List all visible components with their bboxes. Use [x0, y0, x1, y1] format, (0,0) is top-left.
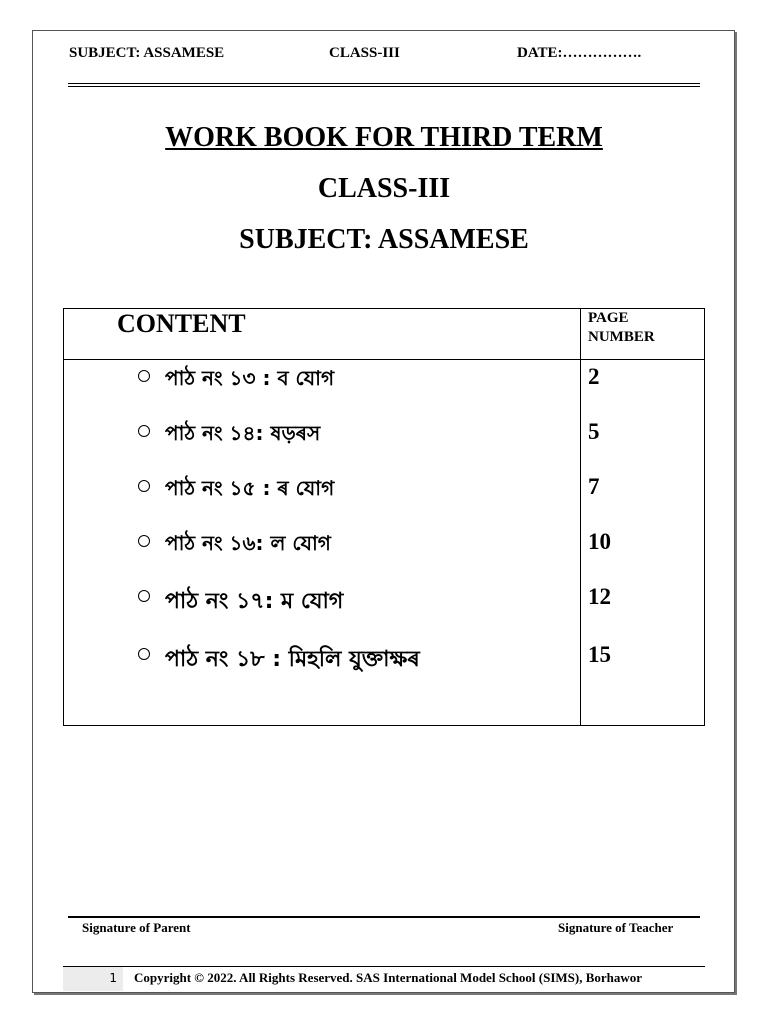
header-subject: SUBJECT: ASSAMESE: [69, 45, 225, 61]
header-date: DATE:…………….: [517, 45, 642, 61]
parent-signature-label: Signature of Parent: [82, 920, 191, 935]
title-class: CLASS-III: [317, 173, 451, 204]
circle-bullet-icon: [138, 535, 150, 547]
circle-bullet-icon: [138, 370, 150, 382]
lesson-title: পাঠ নং ১৬: ল যোগ: [165, 531, 331, 555]
signature-rule: [68, 916, 700, 918]
page-number: 10: [588, 529, 611, 554]
circle-bullet-icon: [138, 425, 150, 437]
table-row: [64, 584, 704, 618]
footer-rule: [63, 966, 705, 967]
header-class: CLASS-III: [329, 45, 400, 61]
copyright-notice: Copyright © 2022. All Rights Reserved. SAS International Model School (SIMS), Borhawor: [134, 970, 643, 985]
page-number: 2: [588, 364, 600, 389]
lesson-title: পাঠ নং ১৭: ম যোগ: [165, 589, 344, 614]
circle-bullet-icon: [138, 648, 150, 660]
page-number: 15: [588, 642, 611, 667]
table-row: [64, 642, 704, 676]
lesson-title: পাঠ নং ১৪: ষড়ৰস: [165, 421, 321, 445]
table-row: [64, 474, 704, 508]
circle-bullet-icon: [138, 590, 150, 602]
circle-bullet-icon: [138, 480, 150, 492]
content-column-header: CONTENT: [117, 309, 246, 338]
contents-table: [63, 308, 705, 726]
page-number-column-header: PAGE NUMBER: [588, 310, 655, 345]
lesson-title: পাঠ নং ১৫ : ৰ যোগ: [165, 476, 335, 500]
workbook-title: WORK BOOK FOR THIRD TERM: [165, 122, 603, 153]
footer-page-number: 1: [63, 967, 123, 991]
title-subject: SUBJECT: ASSAMESE: [239, 224, 529, 255]
page-number: 12: [588, 584, 611, 609]
table-row: [64, 364, 704, 398]
page-number: 7: [588, 474, 600, 499]
table-row: [64, 419, 704, 453]
lesson-title: পাঠ নং ১৮ : মিহলি যুক্তাক্ষৰ: [165, 647, 420, 672]
table-header-divider: [64, 359, 704, 360]
header-rule: [68, 83, 700, 87]
teacher-signature-label: Signature of Teacher: [558, 920, 674, 935]
table-row: [64, 529, 704, 563]
lesson-title: পাঠ নং ১৩ : ব যোগ: [165, 366, 335, 390]
page-header: [69, 45, 698, 65]
page-number: 5: [588, 419, 600, 444]
